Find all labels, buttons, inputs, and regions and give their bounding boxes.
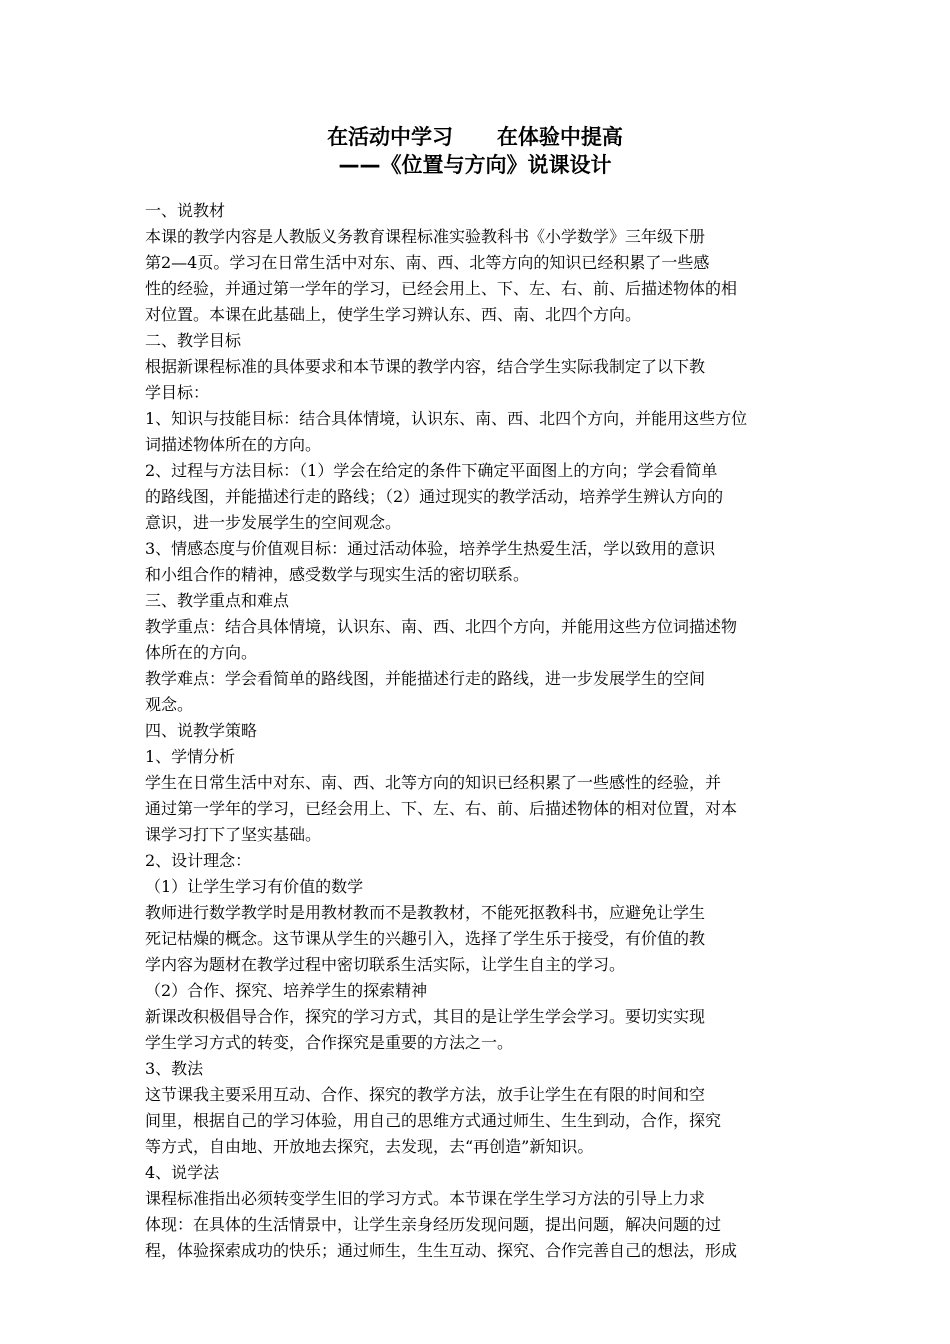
paragraph-line: 这节课我主要采用互动、合作、探究的教学方法，放手让学生在有限的时间和空 xyxy=(145,1085,706,1104)
paragraph-line: 学生在日常生活中对东、南、西、北等方向的知识已经积累了一些感性的经验，并 xyxy=(145,773,722,792)
paragraph-line: 和小组合作的精神，感受数学与现实生活的密切联系。 xyxy=(145,565,530,584)
document-body xyxy=(145,198,813,1264)
paragraph-line: 1、知识与技能目标：结合具体情境，认识东、南、西、北四个方向，并能用这些方位 xyxy=(145,409,748,428)
paragraph-line: 间里，根据自己的学习体验，用自己的思维方式通过师生、生生到动，合作，探究 xyxy=(145,1111,722,1130)
section-heading: 四、说教学策略 xyxy=(145,721,258,740)
paragraph-line: 程，体验探索成功的快乐；通过师生，生生互动、探究、合作完善自己的想法，形成 xyxy=(145,1241,738,1260)
paragraph-line: 体现：在具体的生活情景中，让学生亲身经历发现问题，提出问题，解决问题的过 xyxy=(145,1215,722,1234)
paragraph-line: 意识，进一步发展学生的空间观念。 xyxy=(145,513,402,532)
subsection-heading: （2）合作、探究、培养学生的探索精神 xyxy=(145,981,428,1000)
section-heading: 二、教学目标 xyxy=(145,331,242,350)
paragraph-line: 死记枯燥的概念。这节课从学生的兴趣引入，选择了学生乐于接受，有价值的教 xyxy=(145,929,706,948)
paragraph-line: 体所在的方向。 xyxy=(145,643,258,662)
section-heading: 一、说教材 xyxy=(145,201,226,220)
paragraph-line: 教学难点：学会看简单的路线图，并能描述行走的路线，进一步发展学生的空间 xyxy=(145,669,706,688)
paragraph-line: 教师进行数学教学时是用教材教而不是教教材，不能死抠教科书，应避免让学生 xyxy=(145,903,706,922)
paragraph-line: 性的经验，并通过第一学年的学习，已经会用上、下、左、右、前、后描述物体的相 xyxy=(145,279,738,298)
paragraph-line: 教学重点：结合具体情境，认识东、南、西、北四个方向，并能用这些方位词描述物 xyxy=(145,617,738,636)
paragraph-line: 课学习打下了坚实基础。 xyxy=(145,825,322,844)
section-heading: 三、教学重点和难点 xyxy=(145,591,290,610)
paragraph-line: 观念。 xyxy=(145,695,194,714)
paragraph-line: 3、情感态度与价值观目标：通过活动体验，培养学生热爱生活，学以致用的意识 xyxy=(145,539,716,558)
paragraph-line: 对位置。本课在此基础上，使学生学习辨认东、西、南、北四个方向。 xyxy=(145,305,642,324)
paragraph-line: 的路线图，并能描述行走的路线；（2）通过现实的教学活动，培养学生辨认方向的 xyxy=(145,487,724,506)
document-title: 在活动中学习 在体验中提高 xyxy=(327,125,623,149)
paragraph-line: 课程标准指出必须转变学生旧的学习方式。本节课在学生学习方法的引导上力求 xyxy=(145,1189,706,1208)
paragraph-line: 等方式，自由地、开放地去探究，去发现，去“再创造”新知识。 xyxy=(145,1137,594,1156)
paragraph-line: 学内容为题材在教学过程中密切联系生活实际，让学生自主的学习。 xyxy=(145,955,626,974)
paragraph-line: 词描述物体所在的方向。 xyxy=(145,435,322,454)
paragraph-line: 新课改积极倡导合作，探究的学习方式，其目的是让学生学会学习。要切实实现 xyxy=(145,1007,706,1026)
paragraph-line: 学目标： xyxy=(145,383,210,402)
subsection-heading: 3、教法 xyxy=(145,1059,204,1078)
subsection-heading: （1）让学生学习有价值的数学 xyxy=(145,877,364,896)
subsection-heading: 2、设计理念： xyxy=(145,851,252,870)
paragraph-line: 2、过程与方法目标：（1）学会在给定的条件下确定平面图上的方向；学会看简单 xyxy=(145,461,718,480)
paragraph-line: 第2—4页。学习在日常生活中对东、南、西、北等方向的知识已经积累了一些感 xyxy=(145,253,710,272)
document-subtitle: ——《位置与方向》说课设计 xyxy=(338,153,612,177)
paragraph-line: 本课的教学内容是人教版义务教育课程标准实验教科书《小学数学》三年级下册 xyxy=(145,227,706,246)
subsection-heading: 4、说学法 xyxy=(145,1163,220,1182)
paragraph-line: 学生学习方式的转变，合作探究是重要的方法之一。 xyxy=(145,1033,514,1052)
paragraph-line: 根据新课程标准的具体要求和本节课的教学内容，结合学生实际我制定了以下教 xyxy=(145,357,706,376)
subsection-heading: 1、学情分析 xyxy=(145,747,236,766)
paragraph-line: 通过第一学年的学习，已经会用上、下、左、右、前、后描述物体的相对位置，对本 xyxy=(145,799,738,818)
